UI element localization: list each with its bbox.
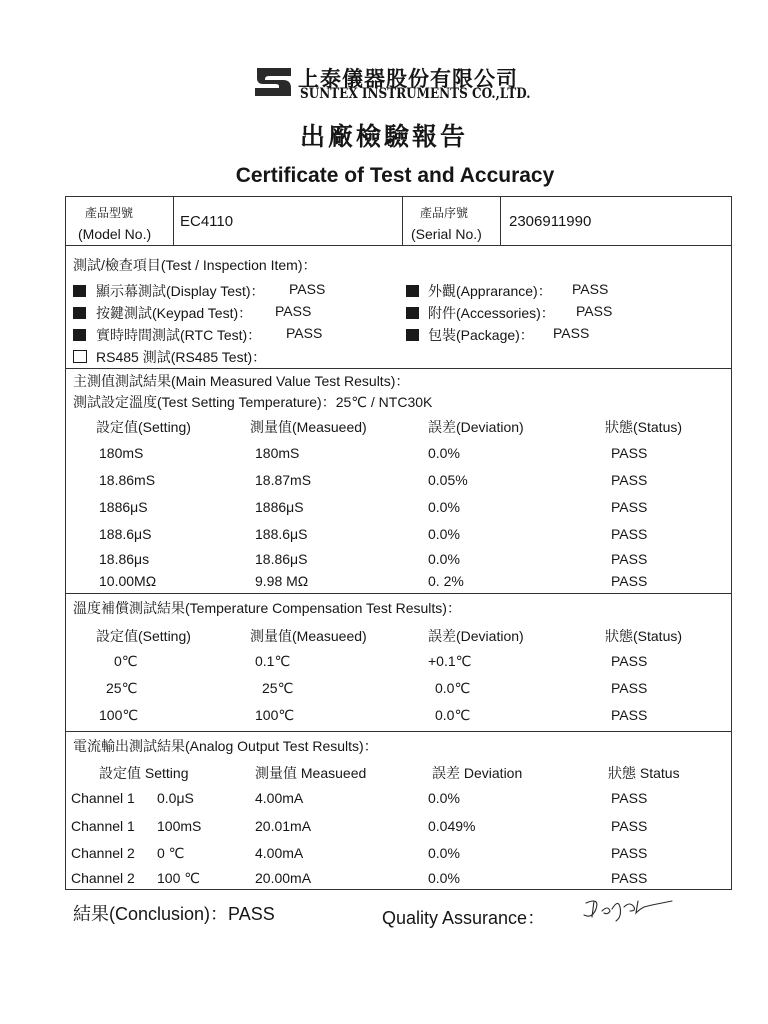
divider [500,196,501,245]
measured-cell: 4.00mA [255,790,304,806]
divider [173,196,174,245]
column-header-measured: 測量值(Measueed) [250,628,367,644]
deviation-cell: 0.0% [428,870,460,886]
measured-cell: 4.00mA [255,845,304,861]
status-cell: PASS [611,790,648,806]
inspection-item-label: 附件(Accessories)： [428,305,555,321]
divider [65,731,731,732]
inspection-item-result: PASS [289,281,326,297]
checked-box-icon [73,307,86,319]
measured-cell: 9.98 MΩ [255,573,309,589]
measured-cell: 18.87mS [255,472,312,488]
deviation-cell: 0.049% [428,818,476,834]
status-cell: PASS [611,499,648,515]
inspection-item-result: PASS [286,325,323,341]
company-name-en: SUNTEX INSTRUMENTS CO.,LTD. [300,86,531,102]
setting-cell: 1886μS [99,499,148,515]
status-cell: PASS [611,818,648,834]
setting-cell: 100 ℃ [157,870,200,886]
setting-cell: 188.6μS [99,526,152,542]
checked-box-icon [73,329,86,341]
deviation-cell: 0.0℃ [435,707,471,723]
deviation-cell: 0.0% [428,526,460,542]
column-header-measured: 測量值(Measueed) [250,419,367,435]
inspection-item-label: RS485 測試(RS485 Test)： [96,349,267,365]
setting-cell: 0.0μS [157,790,194,806]
deviation-cell: 0.05% [428,472,468,488]
measured-cell: 20.01mA [255,818,312,834]
checked-box-icon [406,307,419,319]
divider [65,368,731,369]
column-header-setting: 設定值(Setting) [96,419,191,435]
column-header-measured: 測量值 Measueed [255,765,367,781]
setting-cell: 25℃ [106,680,138,696]
deviation-cell: 0.0% [428,499,460,515]
column-header-deviation: 誤差(Deviation) [428,419,524,435]
divider [65,593,731,594]
column-header-deviation: 誤差(Deviation) [428,628,524,644]
status-cell: PASS [611,573,648,589]
setting-cell: 0℃ [114,653,138,669]
measured-cell: 25℃ [262,680,294,696]
deviation-cell: 0.0℃ [435,680,471,696]
measured-cell: 100℃ [255,707,295,723]
measured-cell: 18.86μS [255,551,308,567]
main-test-heading: 主測值測試結果(Main Measured Value Test Results)： [73,373,410,389]
inspection-item-result: PASS [553,325,590,341]
document-title-en: Certificate of Test and Accuracy [235,164,555,187]
status-cell: PASS [611,845,648,861]
serial-label-en: (Serial No.) [411,226,482,242]
status-cell: PASS [611,680,648,696]
channel-cell: Channel 1 [71,818,135,834]
setting-cell: 100℃ [99,707,139,723]
measured-cell: 0.1℃ [255,653,291,669]
deviation-cell: 0.0% [428,445,460,461]
setting-cell: 18.86μs [99,551,150,567]
inspection-item-result: PASS [572,281,609,297]
column-header-status: 狀態(Status) [605,628,683,644]
company-name-cn: 上泰儀器股份有限公司 [298,66,518,91]
channel-cell: Channel 1 [71,790,135,806]
deviation-cell: 0.0% [428,790,460,806]
setting-cell: 100mS [157,818,202,834]
serial-label-cn: 產品序號 [420,206,469,220]
status-cell: PASS [611,472,648,488]
channel-cell: Channel 2 [71,845,135,861]
inspection-item-label: 實時時間測試(RTC Test)： [96,327,262,343]
inspection-item-label: 顯示幕測試(Display Test)： [96,283,265,299]
status-cell: PASS [611,526,648,542]
quality-assurance-label: Quality Assurance： [382,908,546,928]
deviation-cell: 0.0% [428,845,460,861]
status-cell: PASS [611,707,648,723]
inspection-item-label: 包裝(Package)： [428,327,534,343]
channel-cell: Channel 2 [71,870,135,886]
checked-box-icon [406,329,419,341]
divider [65,245,731,246]
measured-cell: 188.6μS [255,526,308,542]
column-header-status: 狀態 Status [608,765,680,781]
unchecked-box-icon [73,350,87,363]
model-label-en: (Model No.) [78,226,152,242]
analog-output-heading: 電流輸出測試結果(Analog Output Test Results)： [73,738,378,754]
checked-box-icon [406,285,419,297]
inspection-item-result: PASS [275,303,312,319]
measured-cell: 1886μS [255,499,304,515]
deviation-cell: 0. 2% [428,573,464,589]
inspection-heading: 測試/檢查項目(Test / Inspection Item)： [73,257,317,273]
model-value: EC4110 [180,213,234,230]
deviation-cell: +0.1℃ [428,653,472,669]
setting-cell: 18.86mS [99,472,156,488]
inspection-item-result: PASS [576,303,613,319]
status-cell: PASS [611,870,648,886]
conclusion: 結果(Conclusion)：PASS [73,904,275,924]
measured-cell: 180mS [255,445,300,461]
signature [580,895,680,923]
column-header-deviation: 誤差 Deviation [432,765,523,781]
inspection-item-label: 按鍵測試(Keypad Test)： [96,305,253,321]
model-label-cn: 產品型號 [85,206,134,220]
setting-cell: 10.00MΩ [99,573,157,589]
serial-value: 2306911990 [509,213,592,230]
status-cell: PASS [611,551,648,567]
document-title-cn: 出廠檢驗報告 [299,122,468,151]
measured-cell: 20.00mA [255,870,312,886]
status-cell: PASS [611,653,648,669]
checked-box-icon [73,285,86,297]
setting-cell: 180mS [99,445,144,461]
inspection-item-label: 外觀(Apprarance)： [428,283,552,299]
column-header-status: 狀態(Status) [605,419,683,435]
column-header-setting: 設定值(Setting) [96,628,191,644]
status-cell: PASS [611,445,648,461]
column-header-setting: 設定值 Setting [99,765,189,781]
deviation-cell: 0.0% [428,551,460,567]
setting-cell: 0 ℃ [157,845,185,861]
temp-comp-heading: 溫度補償測試結果(Temperature Compensation Test Results)： [73,600,461,616]
test-temperature-setting: 測試設定溫度(Test Setting Temperature)：25℃ / NTC30K [73,394,433,410]
company-logo [253,66,293,98]
divider [402,196,403,245]
